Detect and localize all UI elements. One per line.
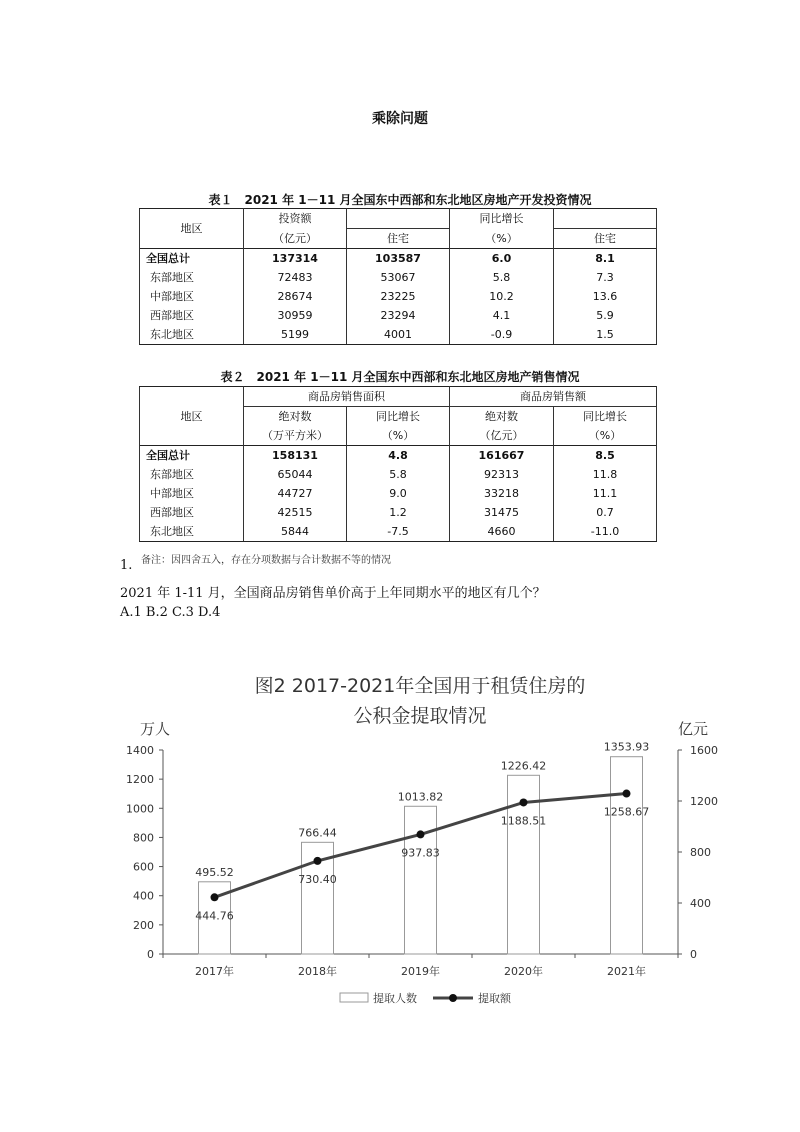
table2-header-sales-yoy: 同比增长 [554,407,657,427]
table1-header-investment: 投资额 [244,209,347,229]
housing-fund-chart [0,650,800,1030]
left-axis-tick-label: 0 [147,948,154,961]
chart-title-line2: 公积金提取情况 [353,705,487,727]
table2-caption: 表２ 2021 年 1－11 月全国东中西部和东北地区房地产销售情况 [220,370,580,384]
chart-title-line1: 图2 2017-2021年全国用于租赁住房的 [254,675,586,697]
bar-data-label: 1226.42 [500,759,547,773]
table1-caption: 表１ 2021 年 1－11 月全国东中西部和东北地区房地产开发投资情况 [208,193,592,207]
bar-data-label: 1013.82 [397,790,444,804]
table2-header-area-absolute: 绝对数 [244,407,347,427]
table-row: 全国总计 158131 4.8 161667 8.5 [140,446,657,466]
bar-data-label: 495.52 [195,865,234,879]
table-row: 全国总计 137314 103587 6.0 8.1 [140,249,657,269]
left-axis-tick-label: 400 [133,889,154,903]
left-axis-unit: 万人 [140,720,171,738]
line-point-mark [417,830,425,838]
bar-mark [405,806,437,954]
table-row: 东部地区 72483 53067 5.8 7.3 [140,268,657,287]
table1-header-investment-unit: （亿元） [244,229,347,249]
line-point-mark [520,798,528,806]
table-row: 西部地区 42515 1.2 31475 0.7 [140,503,657,522]
bar-data-label: 766.44 [298,826,337,840]
line-data-label: 1258.67 [603,805,650,819]
table2-header-sales-unit: （亿元） [450,426,554,446]
table2-header-area-group: 商品房销售面积 [244,387,450,407]
right-axis-tick-label: 800 [690,846,711,859]
right-axis-tick-label: 1200 [690,795,718,808]
right-axis-tick-label: 1600 [690,744,718,757]
table-row: 西部地区 30959 23294 4.1 5.9 [140,306,657,325]
table2 [139,386,657,542]
left-axis-tick-label: 1200 [126,773,154,787]
line-point-mark [211,893,219,901]
x-axis-category-label: 2021年 [607,965,646,978]
line-point-mark [314,857,322,865]
table1-header-residential: 住宅 [347,229,450,249]
table2-header-area-yoy-unit: （%） [347,426,450,446]
left-axis-tick-label: 1000 [126,802,154,816]
legend-line-marker [449,994,457,1002]
table2-header-area-yoy: 同比增长 [347,407,450,427]
x-axis-category-label: 2019年 [401,965,440,978]
line-data-label: 1188.51 [500,814,547,828]
table-note: 备注：因四舍五入，存在分项数据与合计数据不等的情况 [141,555,391,566]
table1 [139,208,657,345]
line-data-label: 730.40 [298,872,337,886]
table2-header-region: 地区 [140,387,244,446]
table-row: 中部地区 44727 9.0 33218 11.1 [140,484,657,503]
legend-bar-swatch [340,993,368,1002]
table1-header-yoy-residential: 住宅 [554,229,657,249]
question-number: 1. [120,558,133,573]
legend-line-label: 提取额 [478,992,511,1005]
bar-mark [611,757,643,954]
line-data-label: 937.83 [401,846,440,860]
x-axis-category-label: 2020年 [504,965,543,978]
x-axis-category-label: 2018年 [298,965,337,978]
table1-header-yoy: 同比增长 [450,209,554,229]
bar-data-label: 1353.93 [603,740,650,754]
right-axis-unit: 亿元 [678,720,709,738]
page-title: 乘除问题 [372,111,428,127]
left-axis-tick-label: 600 [133,860,154,874]
line-point-mark [623,790,631,798]
question-options: A.1 B.2 C.3 D.4 [120,605,221,620]
line-data-label: 444.76 [195,909,234,923]
question-text: 2021 年 1-11 月，全国商品房销售单价高于上年同期水平的地区有几个？ [120,586,546,601]
table-row: 东北地区 5844 -7.5 4660 -11.0 [140,522,657,542]
x-axis-category-label: 2017年 [195,965,234,978]
table1-header-region: 地区 [140,209,244,249]
right-axis-tick-label: 400 [690,897,711,910]
table-row: 东北地区 5199 4001 -0.9 1.5 [140,325,657,345]
left-axis-tick-label: 800 [133,831,154,845]
table2-header-sales-group: 商品房销售额 [450,387,657,407]
table2-header-sales-absolute: 绝对数 [450,407,554,427]
left-axis-tick-label: 1400 [126,744,154,757]
right-axis-tick-label: 0 [690,948,697,961]
table2-header-sales-yoy-unit: （%） [554,426,657,446]
left-axis-tick-label: 200 [133,918,154,932]
table1-header-yoy-unit: （%） [450,229,554,249]
legend-bar-label: 提取人数 [373,992,417,1005]
table-row: 东部地区 65044 5.8 92313 11.8 [140,465,657,484]
table2-header-area-unit: （万平方米） [244,426,347,446]
table-row: 中部地区 28674 23225 10.2 13.6 [140,287,657,306]
